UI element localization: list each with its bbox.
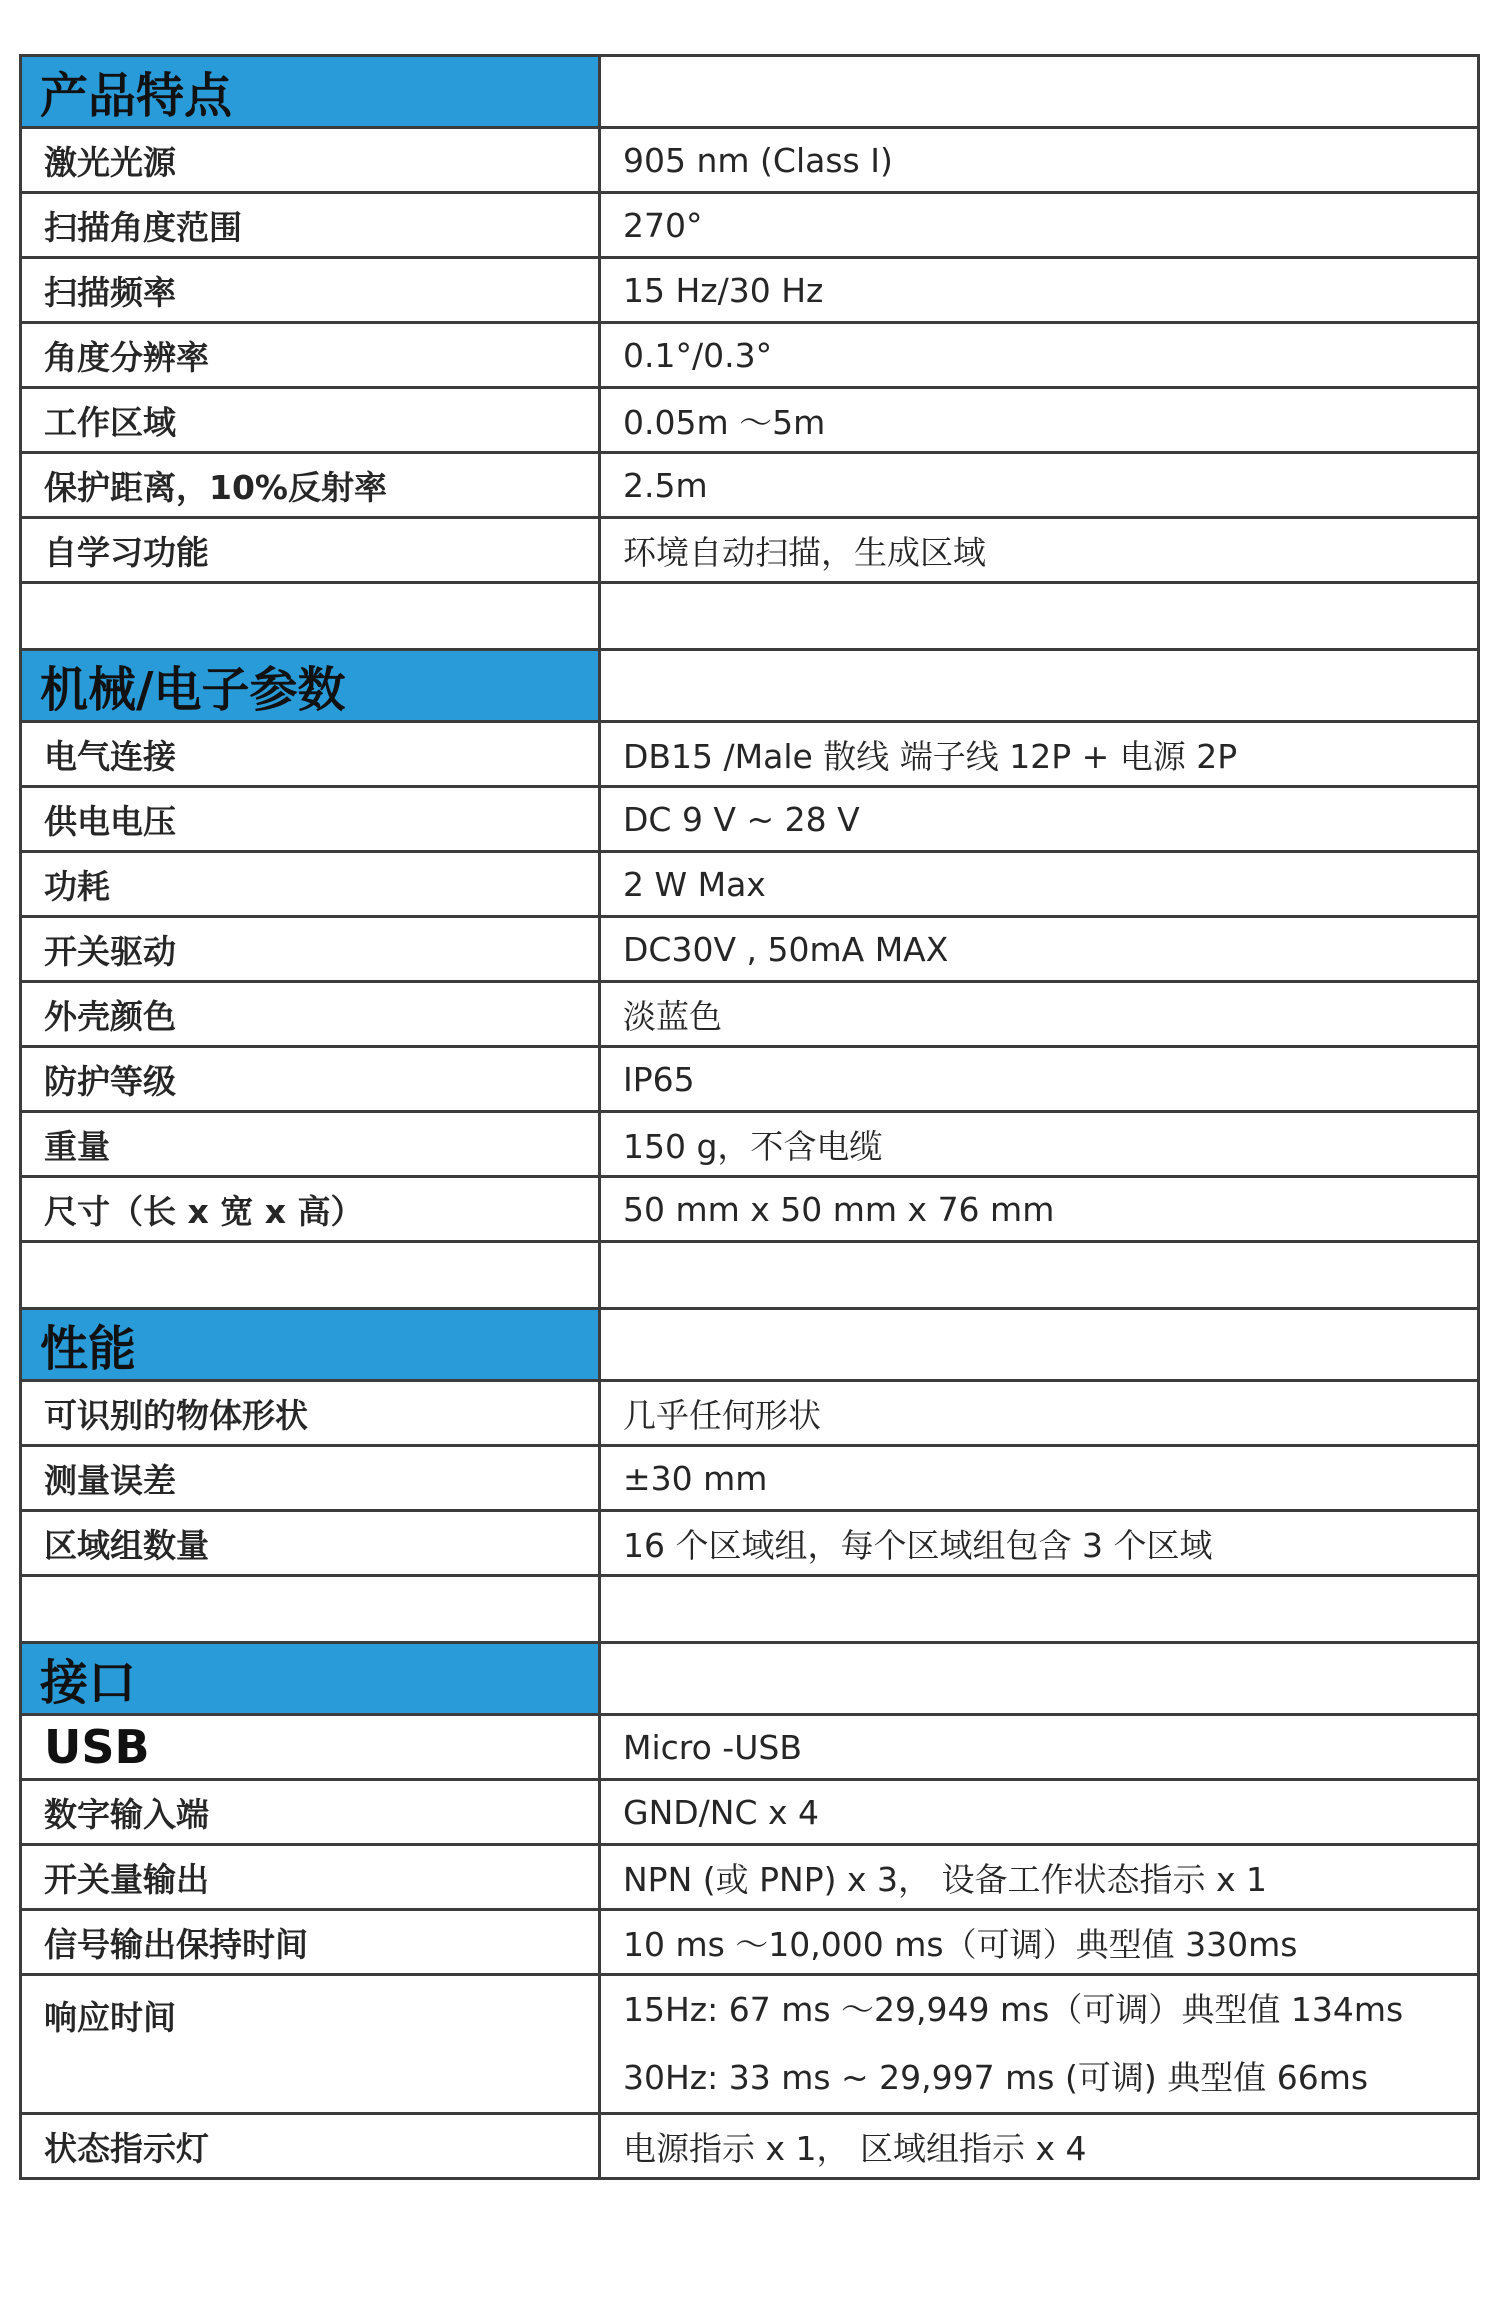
spec-value: 50 mm x 50 mm x 76 mm bbox=[600, 1177, 1479, 1242]
spec-label: USB bbox=[21, 1715, 600, 1780]
spec-row bbox=[21, 1112, 1479, 1177]
spec-row bbox=[21, 1511, 1479, 1576]
spec-label: 重量 bbox=[21, 1112, 600, 1177]
spec-row bbox=[21, 453, 1479, 518]
spec-row bbox=[21, 1047, 1479, 1112]
spec-value: DC30V , 50mA MAX bbox=[600, 917, 1479, 982]
spec-row bbox=[21, 258, 1479, 323]
section-header-empty-cell bbox=[600, 1643, 1479, 1715]
spec-row bbox=[21, 1715, 1479, 1780]
spec-row bbox=[21, 518, 1479, 583]
spec-label: 电气连接 bbox=[21, 722, 600, 787]
spec-value: Micro -USB bbox=[600, 1715, 1479, 1780]
spec-value: 2 W Max bbox=[600, 852, 1479, 917]
spec-label: 可识别的物体形状 bbox=[21, 1381, 600, 1446]
section-header-features bbox=[21, 56, 1479, 128]
spec-value: 0.05m ～5m bbox=[600, 388, 1479, 453]
section-header-empty-cell bbox=[600, 56, 1479, 128]
spacer-cell bbox=[600, 1242, 1479, 1309]
spec-label: 开关驱动 bbox=[21, 917, 600, 982]
spacer-cell bbox=[600, 1576, 1479, 1643]
spec-label: 信号输出保持时间 bbox=[21, 1910, 600, 1975]
spec-value: 淡蓝色 bbox=[600, 982, 1479, 1047]
spec-row bbox=[21, 1381, 1479, 1446]
spec-label: 数字输入端 bbox=[21, 1780, 600, 1845]
spec-value: 10 ms ～10,000 ms（可调）典型值 330ms bbox=[600, 1910, 1479, 1975]
spec-row bbox=[21, 323, 1479, 388]
spec-label: 开关量输出 bbox=[21, 1845, 600, 1910]
spec-value: 环境自动扫描，生成区域 bbox=[600, 518, 1479, 583]
spec-row bbox=[21, 1910, 1479, 1975]
spec-label: 自学习功能 bbox=[21, 518, 600, 583]
spacer-cell bbox=[21, 1242, 600, 1309]
spec-value-line: 15Hz: 67 ms ～29,949 ms（可调）典型值 134ms bbox=[623, 1990, 1404, 2029]
spec-row bbox=[21, 128, 1479, 193]
spec-label: 响应时间 bbox=[21, 1975, 600, 2114]
spec-label: 供电电压 bbox=[21, 787, 600, 852]
spacer-row bbox=[21, 1242, 1479, 1309]
spec-row bbox=[21, 917, 1479, 982]
spec-label: 尺寸（长 x 宽 x 高） bbox=[21, 1177, 600, 1242]
spec-value: 270° bbox=[600, 193, 1479, 258]
spec-label: 区域组数量 bbox=[21, 1511, 600, 1576]
spec-row bbox=[21, 722, 1479, 787]
spec-value: NPN (或 PNP) x 3， 设备工作状态指示 x 1 bbox=[600, 1845, 1479, 1910]
spec-row bbox=[21, 1975, 1479, 2114]
spacer-cell bbox=[600, 583, 1479, 650]
spec-value: 几乎任何形状 bbox=[600, 1381, 1479, 1446]
spec-value: 电源指示 x 1， 区域组指示 x 4 bbox=[600, 2114, 1479, 2179]
section-header-interface bbox=[21, 1643, 1479, 1715]
spec-label: 扫描频率 bbox=[21, 258, 600, 323]
spec-value: 16 个区域组，每个区域组包含 3 个区域 bbox=[600, 1511, 1479, 1576]
spec-value: GND/NC x 4 bbox=[600, 1780, 1479, 1845]
spec-value: 15 Hz/30 Hz bbox=[600, 258, 1479, 323]
spec-row bbox=[21, 852, 1479, 917]
section-title: 产品特点 bbox=[21, 56, 600, 128]
spec-label: 角度分辨率 bbox=[21, 323, 600, 388]
spec-value: IP65 bbox=[600, 1047, 1479, 1112]
spec-value: 2.5m bbox=[600, 453, 1479, 518]
spacer-row bbox=[21, 583, 1479, 650]
spec-row bbox=[21, 2114, 1479, 2179]
spec-table bbox=[19, 54, 1480, 2180]
spec-row bbox=[21, 1446, 1479, 1511]
spec-label: 测量误差 bbox=[21, 1446, 600, 1511]
spec-label: 保护距离，10%反射率 bbox=[21, 453, 600, 518]
spec-value: 905 nm (Class I) bbox=[600, 128, 1479, 193]
spec-label: 扫描角度范围 bbox=[21, 193, 600, 258]
spec-row bbox=[21, 1177, 1479, 1242]
spec-label: 激光光源 bbox=[21, 128, 600, 193]
spec-row bbox=[21, 388, 1479, 453]
spec-label: 外壳颜色 bbox=[21, 982, 600, 1047]
spec-label: 防护等级 bbox=[21, 1047, 600, 1112]
spacer-cell bbox=[21, 1576, 600, 1643]
spec-row bbox=[21, 787, 1479, 852]
spec-table-body bbox=[21, 56, 1479, 2179]
section-header-performance bbox=[21, 1309, 1479, 1381]
section-title: 接口 bbox=[21, 1643, 600, 1715]
spec-value-multiline bbox=[600, 1975, 1479, 2114]
section-header-empty-cell bbox=[600, 1309, 1479, 1381]
spec-row bbox=[21, 1780, 1479, 1845]
spec-label: 功耗 bbox=[21, 852, 600, 917]
spec-value-line: 30Hz: 33 ms ~ 29,997 ms (可调) 典型值 66ms bbox=[623, 2058, 1369, 2097]
spec-value: 0.1°/0.3° bbox=[600, 323, 1479, 388]
section-header-empty-cell bbox=[600, 650, 1479, 722]
spacer-row bbox=[21, 1576, 1479, 1643]
spec-label: 工作区域 bbox=[21, 388, 600, 453]
spec-value: DB15 /Male 散线 端子线 12P + 电源 2P bbox=[600, 722, 1479, 787]
spacer-cell bbox=[21, 583, 600, 650]
spec-value: DC 9 V ~ 28 V bbox=[600, 787, 1479, 852]
spec-row bbox=[21, 982, 1479, 1047]
spec-label: 状态指示灯 bbox=[21, 2114, 600, 2179]
section-title: 性能 bbox=[21, 1309, 600, 1381]
spec-value: ±30 mm bbox=[600, 1446, 1479, 1511]
spec-value: 150 g，不含电缆 bbox=[600, 1112, 1479, 1177]
section-title: 机械/电子参数 bbox=[21, 650, 600, 722]
section-header-mechanical-electrical bbox=[21, 650, 1479, 722]
spec-row bbox=[21, 1845, 1479, 1910]
spec-row bbox=[21, 193, 1479, 258]
